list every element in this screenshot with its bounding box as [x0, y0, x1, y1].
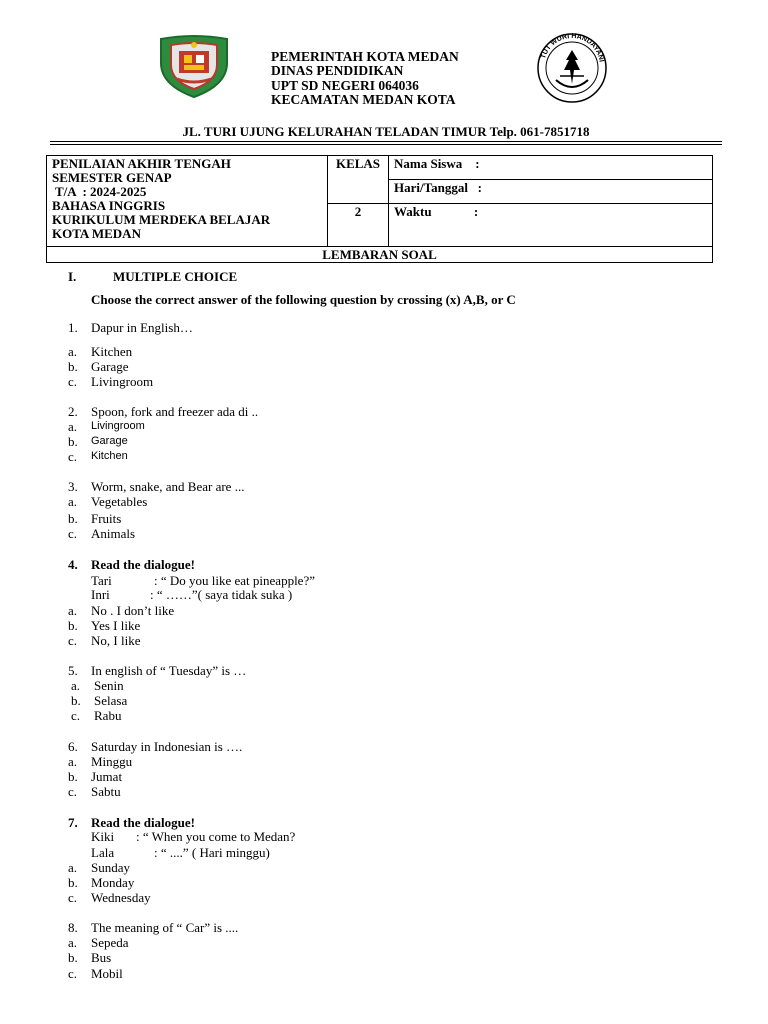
option-text: Garage — [91, 359, 129, 374]
option-text: No, I like — [91, 633, 141, 648]
item-marker: c. — [68, 890, 78, 905]
item-marker: b. — [68, 618, 78, 633]
item-marker: c. — [68, 633, 78, 648]
exam-year-line: T/A : 2024-2025 — [52, 184, 147, 199]
kelas-value-cell: 2 — [328, 204, 389, 247]
tut-wuri-handayani-logo — [530, 24, 614, 108]
item-marker: b. — [68, 875, 78, 890]
dialogue-text: : “ ....” ( Hari minggu) — [154, 845, 270, 860]
section-number: I. — [68, 269, 77, 284]
question-text: Read the dialogue! — [91, 815, 195, 830]
option-text: Kitchen — [91, 450, 128, 462]
exam-semester-line: SEMESTER GENAP — [52, 170, 172, 185]
item-marker: c. — [68, 966, 78, 981]
exam-curriculum-line: KURIKULUM MERDEKA BELAJAR — [52, 212, 271, 227]
item-marker: a. — [68, 754, 78, 769]
header-line-department: DINAS PENDIDIKAN — [271, 63, 404, 79]
item-marker: c. — [68, 784, 78, 799]
header-line-school: UPT SD NEGERI 064036 — [271, 77, 419, 93]
worksheet-title: LEMBARAN SOAL — [47, 247, 713, 263]
item-marker: 4. — [68, 557, 78, 572]
header-divider — [50, 141, 722, 142]
item-marker: a. — [68, 419, 78, 434]
question-text: Saturday in Indonesian is …. — [91, 739, 243, 754]
question-text: Read the dialogue! — [91, 557, 195, 572]
student-name-field[interactable] — [389, 156, 713, 180]
option-text: Senin — [94, 678, 124, 693]
option-text: Vegetables — [91, 494, 148, 509]
exam-title-line: PENILAIAN AKHIR TENGAH — [52, 156, 231, 171]
item-marker: a. — [71, 678, 81, 693]
institution-header — [271, 50, 459, 107]
item-marker: a. — [68, 494, 78, 509]
speaker-name: Tari — [91, 573, 112, 588]
option-text: Animals — [91, 526, 136, 541]
item-marker: b. — [68, 434, 78, 449]
option-text: Fruits — [91, 511, 122, 526]
item-marker: b. — [68, 511, 78, 526]
option-text: Garage — [91, 435, 128, 447]
speaker-name: Lala — [91, 845, 115, 860]
item-marker: c. — [68, 526, 78, 541]
question-text: Dapur in English… — [91, 320, 193, 335]
option-text: Livingroom — [91, 420, 145, 432]
kota-medan-logo — [157, 33, 231, 99]
question-text: The meaning of “ Car” is .... — [91, 920, 239, 935]
speaker-name: Kiki — [91, 829, 115, 844]
date-label: Hari/Tanggal : — [394, 180, 483, 195]
header-line-government: PEMERINTAH KOTA MEDAN — [271, 49, 459, 64]
time-label: Waktu : — [394, 204, 479, 219]
header-divider-second — [50, 144, 722, 145]
item-marker: 8. — [68, 920, 78, 935]
item-marker: 2. — [68, 404, 78, 419]
logo-motto-text: TUT WURI HANDAYANI — [540, 32, 605, 63]
option-text: Yes I like — [91, 618, 141, 633]
item-marker: c. — [68, 374, 78, 389]
question-text: In english of “ Tuesday” is … — [91, 663, 247, 678]
exam-subject-line: BAHASA INGGRIS — [52, 198, 166, 213]
exam-title-cell — [47, 156, 328, 247]
item-marker: 6. — [68, 739, 78, 754]
option-text: Sabtu — [91, 784, 121, 799]
option-text: No . I don’t like — [91, 603, 175, 618]
item-marker: b. — [68, 950, 78, 965]
option-text: Rabu — [94, 708, 122, 723]
section-instruction: Choose the correct answer of the following question by crossing (x) A,B, or C — [91, 292, 516, 307]
item-marker: b. — [71, 693, 81, 708]
option-text: Livingroom — [91, 374, 154, 389]
item-marker: 5. — [68, 663, 78, 678]
dialogue-text: : “ ……”( saya tidak suka ) — [150, 587, 293, 602]
option-text: Jumat — [91, 769, 123, 784]
exam-city-line: KOTA MEDAN — [52, 226, 141, 241]
question-text: Worm, snake, and Bear are ... — [91, 479, 245, 494]
item-marker: a. — [68, 935, 78, 950]
option-text: Sepeda — [91, 935, 129, 950]
item-marker: c. — [68, 449, 78, 464]
item-marker: b. — [68, 769, 78, 784]
dialogue-text: : “ Do you like eat pineapple?” — [154, 573, 315, 588]
item-marker: a. — [68, 344, 78, 359]
item-marker: c. — [71, 708, 81, 723]
time-field[interactable] — [389, 204, 713, 247]
school-address: JL. TURI UJUNG KELURAHAN TELADAN TIMUR Telp. 061-7851718 — [182, 124, 590, 139]
option-text: Sunday — [91, 860, 130, 875]
item-marker: a. — [68, 603, 78, 618]
item-marker: a. — [68, 860, 78, 875]
option-text: Monday — [91, 875, 135, 890]
section-title: MULTIPLE CHOICE — [113, 269, 238, 284]
option-text: Selasa — [94, 693, 128, 708]
item-marker: b. — [68, 359, 78, 374]
kelas-label-cell: KELAS — [328, 156, 389, 204]
option-text: Mobil — [91, 966, 123, 981]
item-marker: 1. — [68, 320, 78, 335]
question-text: Spoon, fork and freezer ada di .. — [91, 404, 259, 419]
option-text: Wednesday — [91, 890, 151, 905]
option-text: Bus — [91, 950, 112, 965]
student-name-label: Nama Siswa : — [394, 156, 480, 171]
exam-info-table — [46, 155, 713, 263]
option-text: Minggu — [91, 754, 133, 769]
date-field[interactable] — [389, 180, 713, 204]
dialogue-text: : “ When you come to Medan? — [136, 829, 296, 844]
speaker-name: Inri — [91, 587, 110, 602]
header-line-district: KECAMATAN MEDAN KOTA — [271, 91, 456, 107]
item-marker: 3. — [68, 479, 78, 494]
item-marker: 7. — [68, 815, 78, 830]
option-text: Kitchen — [91, 344, 133, 359]
